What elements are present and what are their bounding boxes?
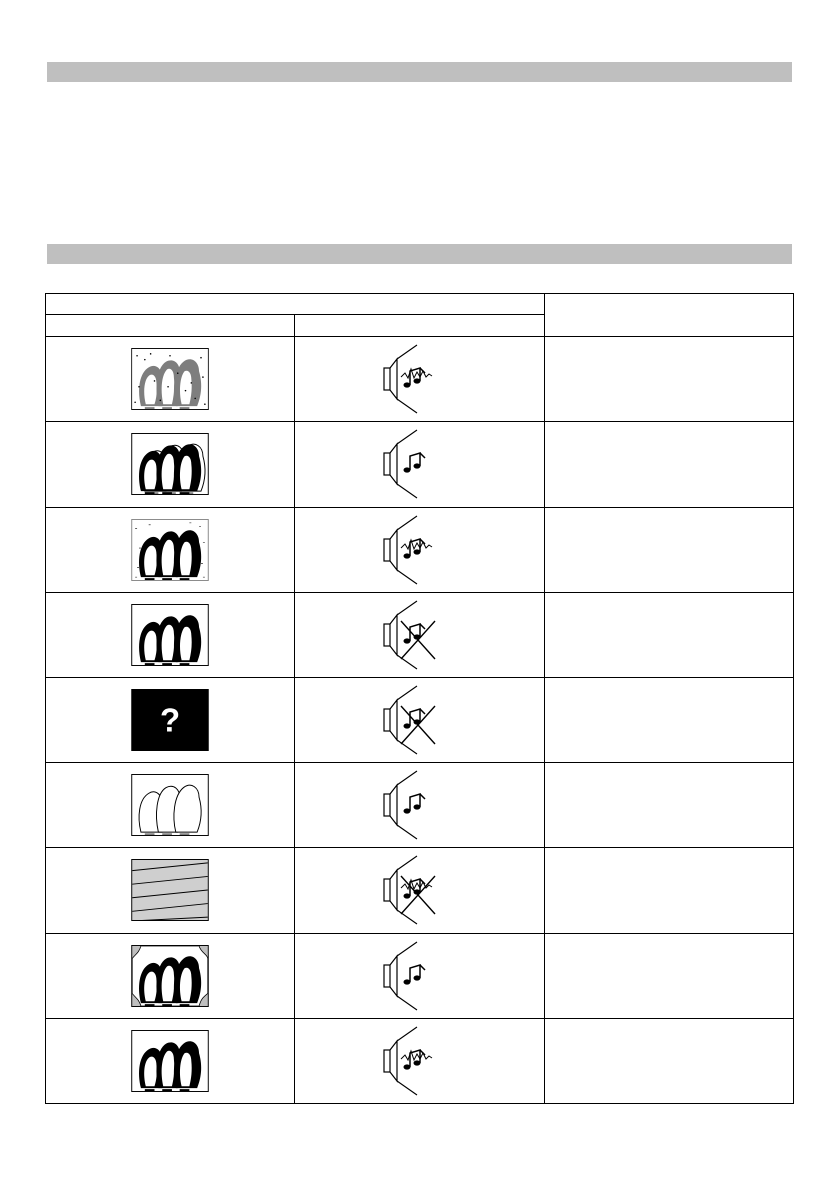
question-mark: ?	[160, 701, 181, 739]
penguins-icon	[127, 604, 213, 666]
diagonal-lines-icon	[127, 859, 213, 921]
table-row	[46, 592, 794, 677]
table-row	[46, 422, 794, 507]
speaker-noisy-note-icon	[381, 1023, 457, 1099]
dotted-penguins-icon	[127, 519, 213, 581]
sound-cell	[295, 422, 544, 507]
table-row	[46, 763, 794, 848]
remedy-header	[544, 294, 793, 337]
sound-cell	[295, 1018, 544, 1103]
picture-cell	[46, 507, 295, 592]
speaker-noisy-note-icon	[381, 512, 457, 588]
remedy-cell	[544, 507, 793, 592]
remedy-cell	[544, 763, 793, 848]
picture-cell	[46, 337, 295, 422]
remedy-cell	[544, 337, 793, 422]
speaker-noisy-note-muted-icon	[381, 852, 457, 928]
sound-cell	[295, 848, 544, 933]
table-row	[46, 337, 794, 422]
table-row	[46, 933, 794, 1018]
sound-header	[295, 315, 544, 337]
remedy-cell	[544, 848, 793, 933]
sound-cell	[295, 507, 544, 592]
speaker-note-icon	[381, 426, 457, 502]
speckled-penguins-icon	[127, 348, 213, 410]
picture-cell	[46, 1018, 295, 1103]
picture-cell	[46, 763, 295, 848]
sound-cell	[295, 763, 544, 848]
ghost-penguins-icon	[127, 433, 213, 495]
section-header-bar	[47, 62, 792, 82]
table-row	[46, 507, 794, 592]
picture-cell	[46, 592, 295, 677]
penguins-icon	[127, 1030, 213, 1092]
remedy-cell	[544, 592, 793, 677]
picture-cell	[46, 677, 295, 762]
sound-cell	[295, 592, 544, 677]
speaker-note-icon	[381, 938, 457, 1014]
remedy-cell	[544, 1018, 793, 1103]
picture-cell	[46, 933, 295, 1018]
table-row	[46, 1018, 794, 1103]
remedy-cell	[544, 677, 793, 762]
speaker-noisy-note-icon	[381, 341, 457, 417]
picture-header	[46, 315, 295, 337]
picture-cell	[46, 422, 295, 507]
speaker-note-icon	[381, 767, 457, 843]
speaker-note-muted-icon	[381, 597, 457, 673]
table-row	[46, 677, 794, 762]
speaker-note-muted-icon	[381, 682, 457, 758]
troubleshooting-table	[45, 293, 794, 1104]
sound-cell	[295, 337, 544, 422]
faint-penguins-icon	[127, 774, 213, 836]
remedy-cell	[544, 422, 793, 507]
table-row	[46, 848, 794, 933]
picture-cell	[46, 848, 295, 933]
corner-shaded-penguins-icon	[127, 945, 213, 1007]
sound-cell	[295, 677, 544, 762]
sound-cell	[295, 933, 544, 1018]
section-header-bar	[47, 244, 792, 264]
symptom-header	[46, 294, 545, 315]
no-picture-question-icon	[127, 689, 213, 751]
remedy-cell	[544, 933, 793, 1018]
